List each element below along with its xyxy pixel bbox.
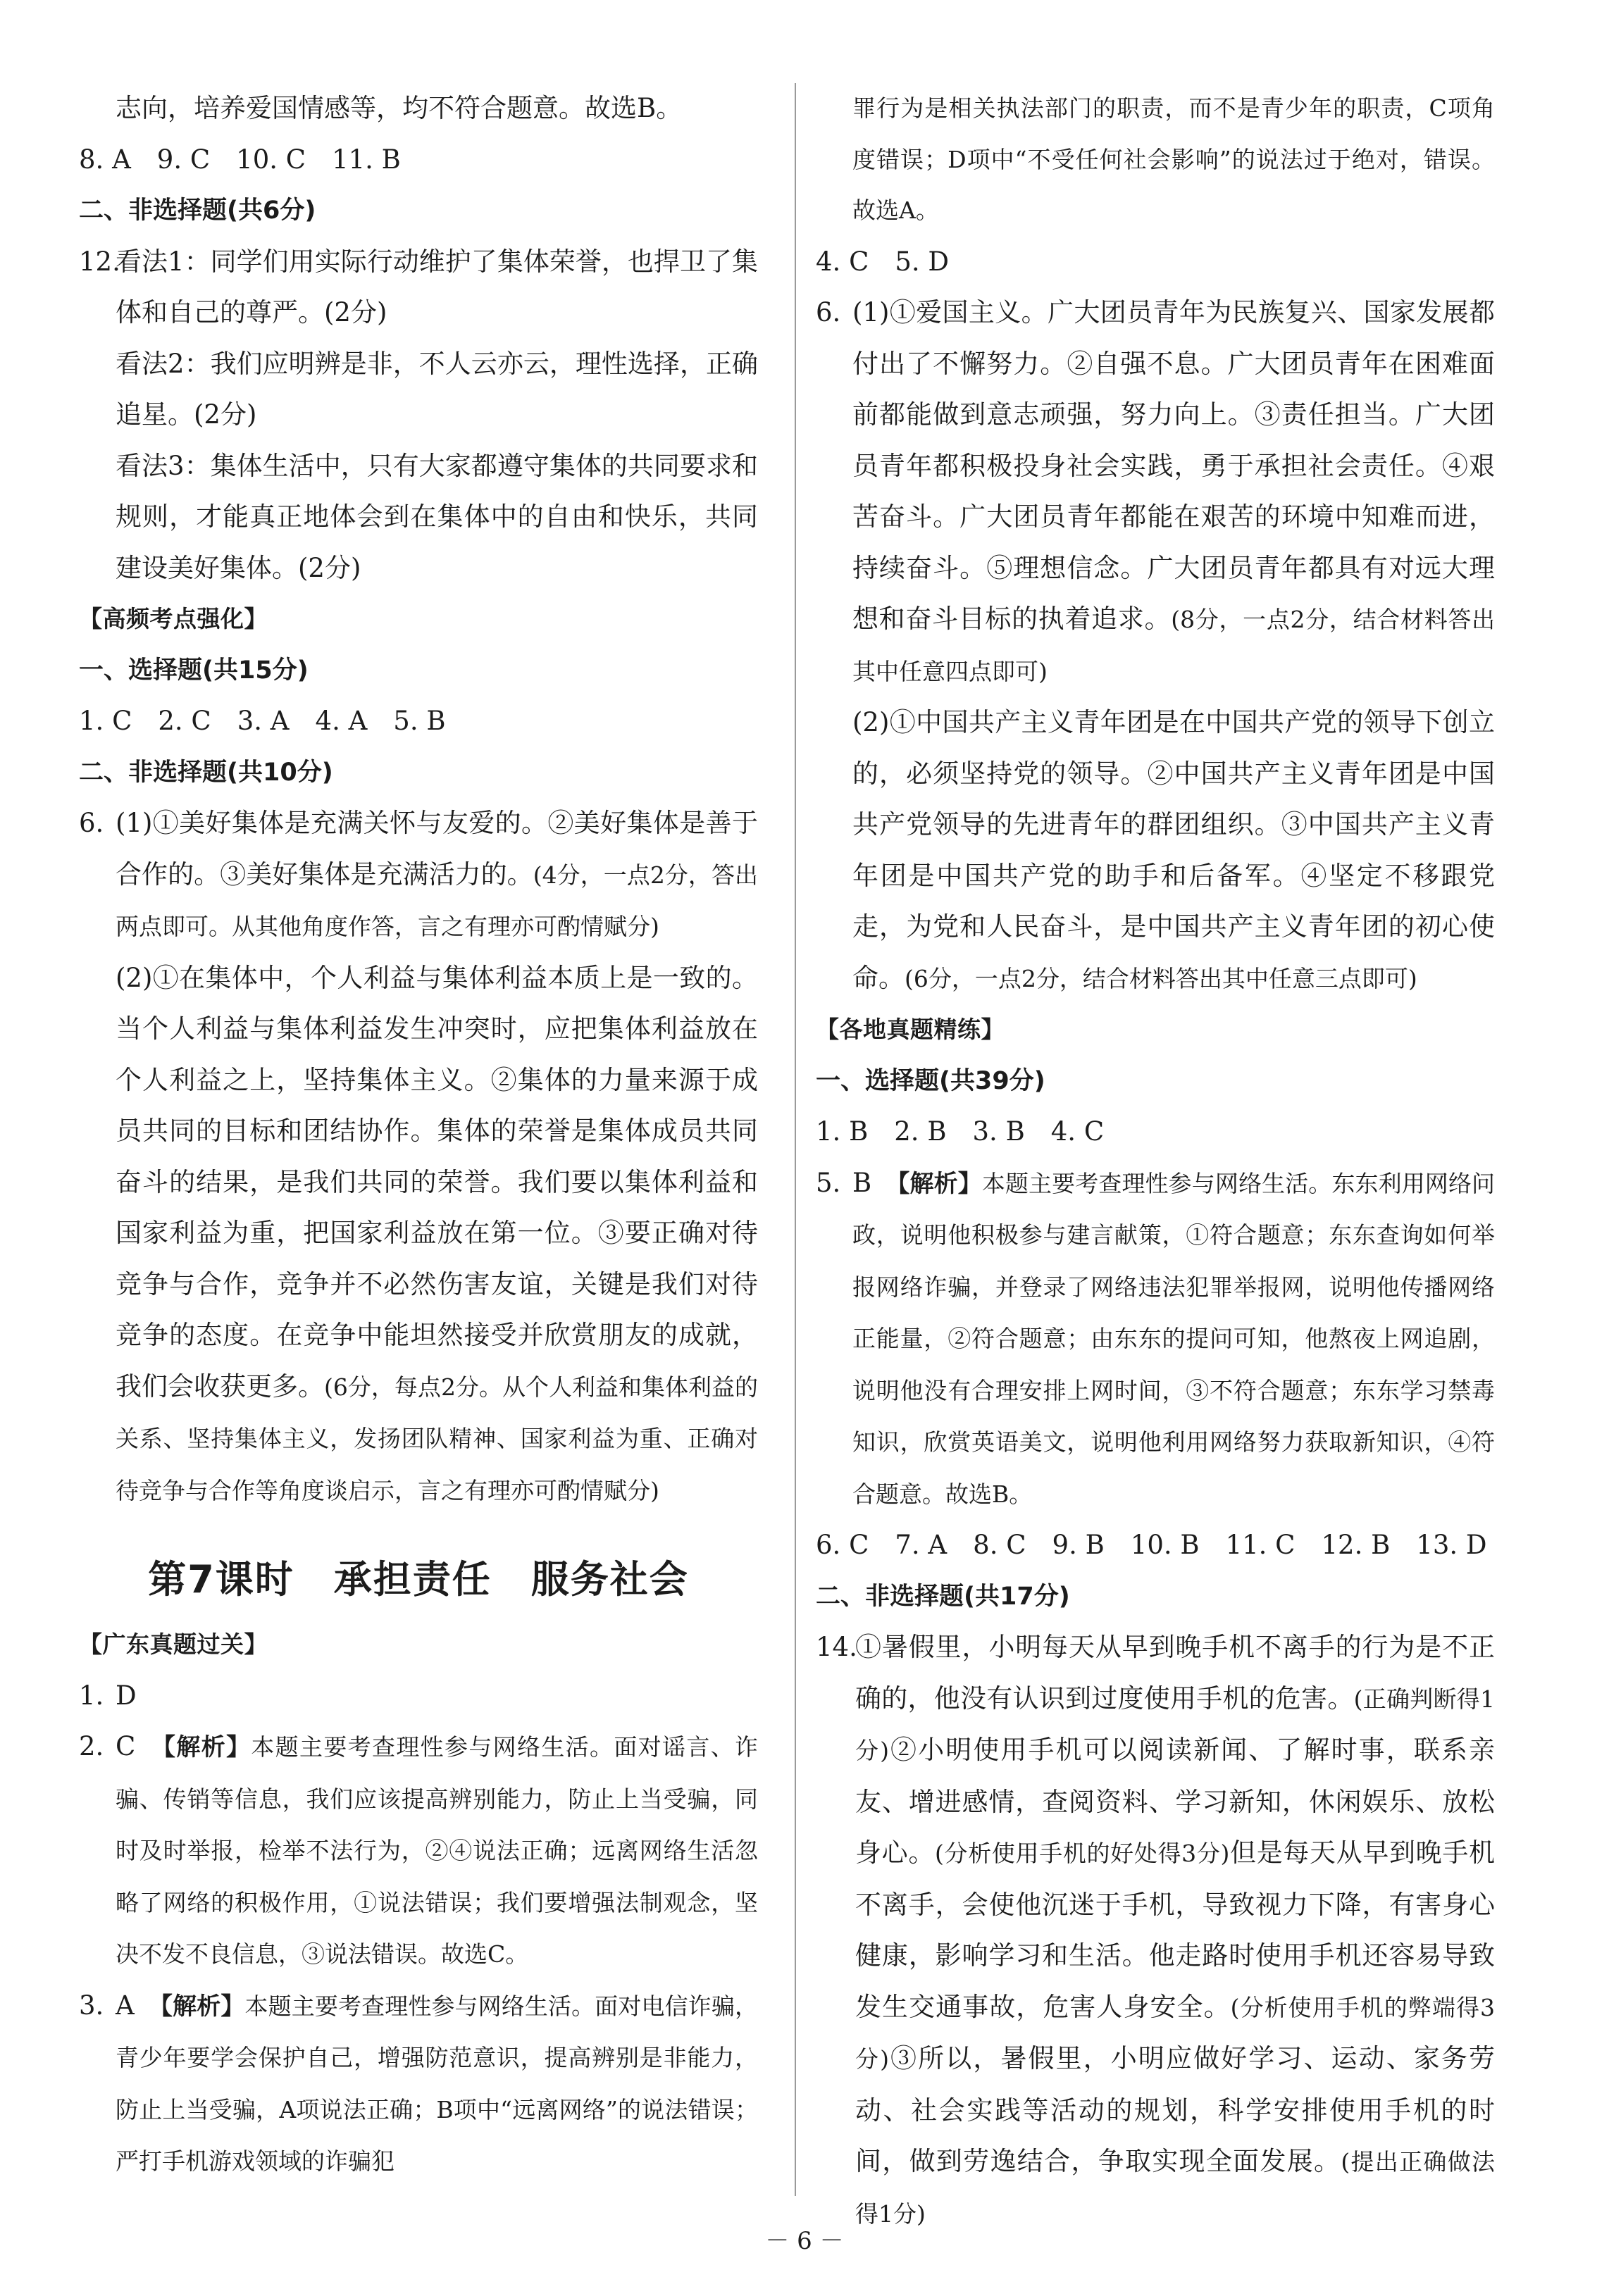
- q14-point-1: ①暑假里，小明每天从早到晚手机不离手的行为是不正确的，他没有认识到过度使用手机的危害。: [855, 1632, 1495, 1714]
- question-number: 6.: [816, 297, 841, 327]
- scoring-note: (正确判断得1分): [855, 1685, 1495, 1764]
- scoring-note: (6分，每点2分。从个人利益和集体利益的关系、坚持集体主义，发扬团队精神、国家利益为重、正确对待竞争与合作等角度谈启示，言之有理亦可酌情赋分): [116, 1373, 758, 1504]
- question-6-right: [816, 287, 1495, 1004]
- q6-part-2-text: (2)①中国共产主义青年团是在中国共产党的领导下创立的，必须坚持党的领导。②中国共产主义青年团是中国共产党领导的先进青年的群团组织。③中国共产主义青年团是中国共产党的助手和后备军。④坚定不移跟党走，为党和人民奋斗，是中国共产主义青年团的初心使命。: [852, 707, 1495, 993]
- answer-letter: D: [116, 1680, 137, 1711]
- answer-letter: B: [852, 1167, 872, 1198]
- question-number: 12.: [79, 246, 120, 277]
- question-1-left: [79, 1671, 758, 1722]
- section-heading-nonchoice-17: 二、非选择题(共17分): [816, 1582, 1070, 1611]
- question-12: [79, 237, 758, 594]
- paragraph-continuation: 志向，培养爱国情感等，均不符合题意。故选B。: [116, 93, 683, 123]
- analysis-text: 本题主要考查理性参与网络生活。面对谣言、诈骗、传销等信息，我们应该提高辨别能力，防止上当受骗，同时及时举报，检举不法行为，②④说法正确；远离网络生活忽略了网络的积极作用，①说法错误；我们要增强法制观念，坚决不发不良信息，③说法错误。: [116, 1733, 759, 1968]
- analysis-conclusion: 故选C。: [441, 1940, 529, 1968]
- scoring-note: (提出正确做法得1分): [855, 2148, 1495, 2228]
- scoring-note: (8分，一点2分，结合材料答出其中任意四点即可): [852, 606, 1496, 685]
- answers-1-4: 1. B 2. B 3. B 4. C: [816, 1116, 1105, 1147]
- page-number: － 6 －: [765, 2227, 844, 2255]
- q3-continuation: 罪行为是相关执法部门的职责，而不是青少年的职责，C项角度错误；D项中“不受任何社会影响”的说法过于绝对，错误。故选A。: [852, 94, 1495, 224]
- section-heading-choice-15: 一、选择题(共15分): [79, 656, 309, 685]
- tag-guangdong: 【广东真题过关】: [79, 1630, 268, 1658]
- question-6-left: [79, 798, 758, 1516]
- answer-letter: C: [116, 1731, 136, 1761]
- q14-point-2: ②小明使用手机可以阅读新闻、了解时事，联系亲友、增进感情，查阅资料、学习新知，休闲娱乐、放松身心。: [855, 1735, 1495, 1868]
- q12-view-2: 看法2：我们应明辨是非，不人云亦云，理性选择，正确追星。(2分): [116, 348, 758, 430]
- section-heading-nonchoice-10: 二、非选择题(共10分): [79, 758, 333, 787]
- q12-view-3: 看法3：集体生活中，只有大家都遵守集体的共同要求和规则，才能真正地体会到在集体中的自由和快乐，共同建设美好集体。(2分): [116, 450, 758, 583]
- question-number: 5.: [816, 1167, 841, 1198]
- q14-point-3: ③所以，暑假里，小明应做好学习、运动、家务劳动、社会实践等活动的规划，科学安排使用手机的时间，做到劳逸结合，争取实现全面发展。: [855, 2043, 1495, 2176]
- q6-part-1-text: (1)①美好集体是充满关怀与友爱的。②美好集体是善于合作的。③美好集体是充满活力的。: [116, 808, 758, 890]
- tag-regional: 【各地真题精练】: [816, 1016, 1005, 1043]
- q6-part-1-text: (1)①爱国主义。广大团员青年为民族复兴、国家发展都付出了不懈努力。②自强不息。广大团员青年在困难面前都能做到意志顽强，努力向上。③责任担当。广大团员青年都积极投身社会实践，勇于承担社会责任。④艰苦奋斗。广大团员青年都能在艰苦的环境中知难而进，持续奋斗。⑤理想信念。广大团员青年都具有对远大理想和奋斗目标的执着追求。: [852, 297, 1495, 634]
- q6-part-2: [116, 953, 758, 1517]
- answers-4-5: 4. C 5. D: [816, 246, 950, 277]
- analysis-label: 【解析】: [160, 1992, 245, 2021]
- scoring-note: (分析使用手机的好处得3分): [935, 1840, 1230, 1867]
- question-3-left: [79, 1980, 758, 2188]
- question-number: 14.: [816, 1632, 857, 1662]
- q6-part-2-text: (2)①在集体中，个人利益与集体利益本质上是一致的。当个人利益与集体利益发生冲突时，应把集体利益放在个人利益之上，坚持集体主义。②集体的力量来源于成员共同的目标和团结协作。集体的荣誉是集体成员共同奋斗的结果，是我们共同的荣誉。我们要以集体利益和国家利益为重，把国家利益放在第一位。③要正确对待竞争与合作，竞争并不必然伤害友谊，关键是我们对待竞争的态度。在竞争中能坦然接受并欣赏朋友的成就，我们会收获更多。: [116, 962, 758, 1402]
- q14-point-2b: 但是每天从早到晚手机不离手，会使他沉迷于手机，导致视力下降，有害身心健康，影响学习和生活。他走路时使用手机还容易导致发生交通事故，危害人身安全。: [855, 1838, 1496, 2022]
- lesson-title: 第7课时 承担责任 服务社会: [148, 1557, 689, 1602]
- answer-letter: A: [116, 1990, 135, 2021]
- q12-view-1: 看法1：同学们用实际行动维护了集体荣誉，也捍卫了集体和自己的尊严。(2分): [116, 246, 758, 327]
- question-5-right: [816, 1158, 1495, 1521]
- question-14: [816, 1622, 1495, 2240]
- question-number: 2.: [79, 1731, 104, 1761]
- question-number: 3.: [79, 1990, 104, 2021]
- analysis-label: 【解析】: [163, 1733, 251, 1761]
- answers-1-5: 1. C 2. C 3. A 4. A 5. B: [79, 706, 446, 736]
- tag-high-frequency: 【高频考点强化】: [79, 605, 268, 632]
- scoring-note: (分析使用手机的弊端得3分): [855, 1993, 1496, 2073]
- right-column: [816, 83, 1495, 2240]
- left-column: [79, 83, 758, 2188]
- question-number: 6.: [79, 808, 104, 838]
- column-divider: [795, 83, 796, 2196]
- question-2-left: [79, 1721, 758, 1980]
- answers-6-13: 6. C 7. A 8. C 9. B 10. B 11. C 12. B 13. D: [816, 1530, 1487, 1560]
- scoring-note: (4分，一点2分，答出两点即可。从其他角度作答，言之有理亦可酌情赋分): [116, 861, 759, 940]
- section-heading-choice-39: 一、选择题(共39分): [816, 1066, 1045, 1095]
- analysis-label: 【解析】: [897, 1169, 982, 1198]
- analysis-text: 本题主要考查理性参与网络生活。面对电信诈骗，青少年要学会保护自己，增强防范意识，提高辨别是非能力，防止上当受骗，A项说法正确；B项中“远离网络”的说法错误；严打手机游戏领域的诈骗犯: [116, 1992, 759, 2175]
- question-number: 1.: [79, 1680, 104, 1711]
- q6-part-1: [116, 798, 758, 953]
- answers-8-11: 8. A 9. C 10. C 11. B: [79, 144, 401, 175]
- q6-part-2: [852, 697, 1495, 1004]
- analysis-text: 本题主要考查理性参与网络生活。东东利用网络问政，说明他积极参与建言献策，①符合题意；东东查询如何举报网络诈骗，并登录了网络违法犯罪举报网，说明他传播网络正能量，②符合题意；由东东的提问可知，他熬夜上网追剧，说明他没有合理安排上网时间，③不符合题意；东东学习禁毒知识，欣赏英语美文，说明他利用网络努力获取新知识，④符合题意。故选B。: [852, 1169, 1496, 1508]
- q6-part-1: [852, 287, 1495, 697]
- scoring-note: (6分，一点2分，结合材料答出其中任意三点即可): [905, 964, 1417, 992]
- section-heading-nonchoice-6: 二、非选择题(共6分): [79, 196, 316, 225]
